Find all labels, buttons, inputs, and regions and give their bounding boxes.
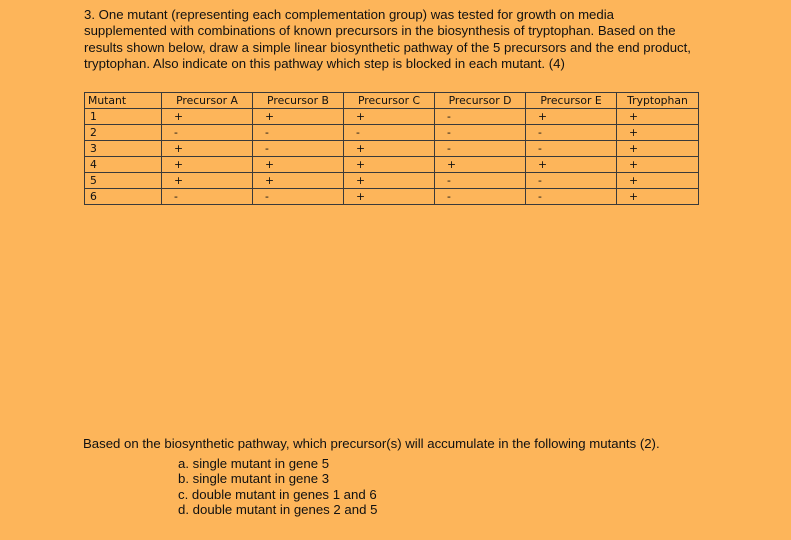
growth-result-cell: + <box>617 109 699 125</box>
growth-result-cell: + <box>617 189 699 205</box>
header-mutant: Mutant <box>85 93 162 109</box>
growth-result-cell: - <box>435 189 526 205</box>
growth-result-cell: + <box>617 157 699 173</box>
followup-item: c. double mutant in genes 1 and 6 <box>178 486 377 502</box>
growth-result-cell: + <box>162 173 253 189</box>
growth-result-cell: + <box>162 157 253 173</box>
growth-result-cell: + <box>617 173 699 189</box>
growth-result-cell: + <box>617 125 699 141</box>
growth-result-cell: + <box>344 173 435 189</box>
growth-result-cell: - <box>344 125 435 141</box>
table-body <box>85 109 699 205</box>
mutant-number-cell: 5 <box>85 173 162 189</box>
growth-result-cell: + <box>344 109 435 125</box>
growth-result-cell: - <box>435 141 526 157</box>
followup-prompt: Based on the biosynthetic pathway, which precursor(s) will accumulate in the following mutants (2). <box>83 436 660 451</box>
growth-result-cell: - <box>435 125 526 141</box>
growth-result-cell: - <box>435 173 526 189</box>
growth-result-cell: - <box>253 125 344 141</box>
growth-result-cell: - <box>435 109 526 125</box>
growth-result-cell: + <box>344 157 435 173</box>
growth-result-cell: - <box>162 125 253 141</box>
growth-result-cell: + <box>162 141 253 157</box>
growth-result-cell: + <box>617 141 699 157</box>
question-line: results shown below, draw a simple linear biosynthetic pathway of the 5 precursors and the end product, <box>84 39 691 55</box>
question-line: supplemented with combinations of known precursors in the biosynthesis of tryptophan. Based on the <box>84 23 676 39</box>
mutant-number-cell: 2 <box>85 125 162 141</box>
growth-result-cell: - <box>162 189 253 205</box>
growth-result-cell: - <box>253 189 344 205</box>
growth-result-cell: + <box>526 109 617 125</box>
growth-result-cell: + <box>253 157 344 173</box>
table-row <box>85 189 699 205</box>
growth-result-cell: + <box>253 173 344 189</box>
followup-item: b. single mutant in gene 3 <box>178 471 330 487</box>
followup-item: a. single mutant in gene 5 <box>178 456 330 471</box>
growth-results-table <box>84 92 699 205</box>
growth-result-cell: - <box>526 141 617 157</box>
followup-items <box>178 456 377 518</box>
mutant-number-cell: 3 <box>85 141 162 157</box>
question-text <box>84 7 774 73</box>
growth-result-cell: - <box>253 141 344 157</box>
mutant-number-cell: 1 <box>85 109 162 125</box>
growth-result-cell: + <box>253 109 344 125</box>
header-precursor-b: Precursor B <box>253 93 344 109</box>
growth-result-cell: - <box>526 173 617 189</box>
header-precursor-d: Precursor D <box>435 93 526 109</box>
table-row <box>85 157 699 173</box>
header-precursor-c: Precursor C <box>344 93 435 109</box>
header-precursor-a: Precursor A <box>162 93 253 109</box>
growth-result-cell: - <box>526 125 617 141</box>
growth-result-cell: + <box>162 109 253 125</box>
mutant-number-cell: 4 <box>85 157 162 173</box>
table-row <box>85 141 699 157</box>
growth-result-cell: + <box>435 157 526 173</box>
header-tryptophan: Tryptophan <box>617 93 699 109</box>
growth-result-cell: + <box>344 141 435 157</box>
mutant-number-cell: 6 <box>85 189 162 205</box>
table-row <box>85 125 699 141</box>
table-row <box>85 173 699 189</box>
followup-item: d. double mutant in genes 2 and 5 <box>178 502 378 518</box>
growth-result-cell: + <box>526 157 617 173</box>
growth-result-cell: + <box>344 189 435 205</box>
table-header <box>85 93 699 109</box>
header-precursor-e: Precursor E <box>526 93 617 109</box>
table-row <box>85 109 699 125</box>
table-header-row <box>85 93 699 109</box>
question-line: 3. One mutant (representing each complementation group) was tested for growth on media <box>84 7 614 22</box>
question-line: tryptophan. Also indicate on this pathway which step is blocked in each mutant. (4) <box>84 56 565 72</box>
growth-result-cell: - <box>526 189 617 205</box>
